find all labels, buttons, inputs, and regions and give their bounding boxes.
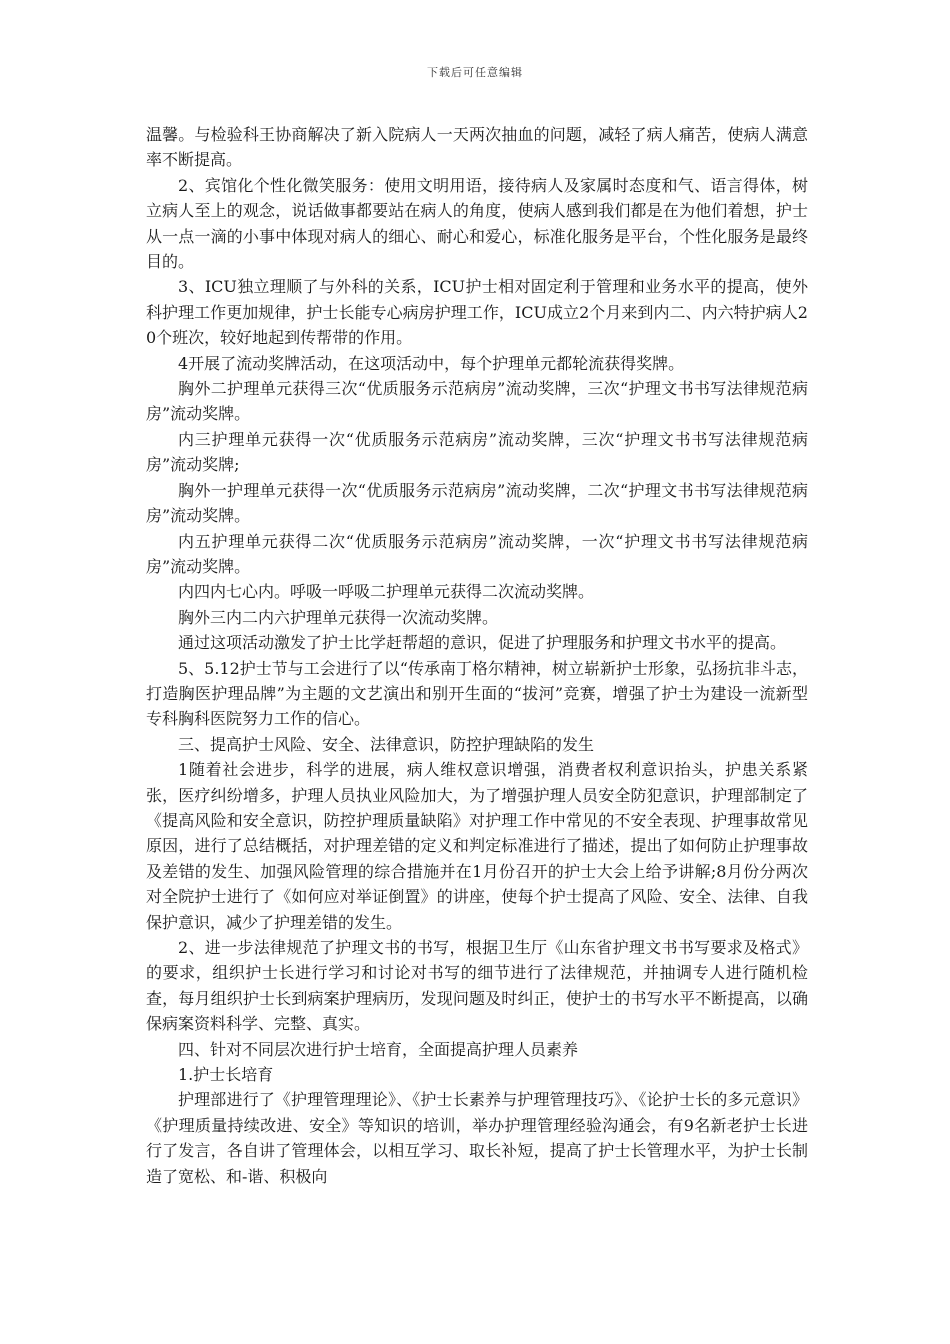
paragraph: 2、宾馆化个性化微笑服务：使用文明用语，接待病人及家属时态度和气、语言得体，树立病人至上的观念，说话做事都要站在病人的角度，使病人感到我们都是在为他们着想，护士从一点一滴的小事中体现对病人的细心、耐心和爱心，标准化服务是平台，个性化服务是最终目的。 (146, 175, 808, 272)
paragraph: 2、进一步法律规范了护理文书的书写，根据卫生厅《山东省护理文书书写要求及格式》的要求，组织护士长进行学习和讨论对书写的细节进行了法律规范，并抽调专人进行随机检查，每月组织护士长到病案护理病历，发现问题及时纠正，使护士的书写水平不断提高，以确保病案资料科学、完整、真实。 (146, 938, 808, 1034)
paragraph: 护理部进行了《护理管理理论》、《护士长素养与护理管理技巧》、《论护士长的多元意识》《护理质量持续改进、安全》等知识的培训，举办护理管理经验沟通会，有9名新老护士长进行了发言，各自讲了管理体会，以相互学习、取长补短，提高了护士长管理水平，为护士长制造了宽松、和-谐、积极向 (146, 1090, 808, 1186)
paragraph: 4开展了流动奖牌活动，在这项活动中，每个护理单元都轮流获得奖牌。 (178, 353, 685, 373)
paragraph: 胸外三内二内六护理单元获得一次流动奖牌。 (178, 607, 499, 627)
section-heading: 四、针对不同层次进行护士培育，全面提高护理人员素养 (178, 1039, 579, 1059)
paragraph: 通过这项活动激发了护士比学赶帮超的意识，促进了护理服务和护理文书水平的提高。 (178, 633, 787, 653)
paragraph: 内四内七心内。呼吸一呼吸二护理单元获得二次流动奖牌。 (178, 582, 595, 602)
section-heading: 三、提高护士风险、安全、法律意识，防控护理缺陷的发生 (178, 734, 595, 754)
paragraph: 胸外二护理单元获得三次“优质服务示范病房”流动奖牌，三次“护理文书书写法律规范病房”流动奖牌。 (146, 379, 808, 424)
document-body (146, 122, 808, 1189)
paragraph: 内三护理单元获得一次“优质服务示范病房”流动奖牌，三次“护理文书书写法律规范病房”流动奖牌; (146, 429, 808, 475)
page-header-note: 下载后可任意编辑 (427, 66, 523, 79)
paragraph: 1随着社会进步，科学的进展，病人维权意识增强，消费者权利意识抬头，护患关系紧张，医疗纠纷增多，护理人员执业风险加大，为了增强护理人员安全防犯意识，护理部制定了《提高风险和安全意识，防控护理质量缺陷》对护理工作中常见的不安全表现、护理事故常见原因，进行了总结概括，对护理差错的定义和判定标准进行了描述，提出了如何防止护理事故及差错的发生、加强风险管理的综合措施并在1月份召开的护士大会上给予讲解;8月份分两次对全院护士进行了《如何应对举证倒置》的讲座，使每个护士提高了风险、安全、法律、自我保护意识，减少了护理差错的发生。 (146, 760, 808, 932)
paragraph: 胸外一护理单元获得一次“优质服务示范病房”流动奖牌，二次“护理文书书写法律规范病房”流动奖牌。 (146, 480, 808, 526)
subsection-heading: 1.护士长培育 (178, 1065, 274, 1085)
paragraph: 温馨。与检验科王协商解决了新入院病人一天两次抽血的问题，减轻了病人痛苦，使病人满意率不断提高。 (146, 125, 808, 170)
paragraph: 内五护理单元获得二次“优质服务示范病房”流动奖牌，一次“护理文书书写法律规范病房”流动奖牌。 (146, 531, 808, 576)
paragraph: 3、ICU独立理顺了与外科的关系，ICU护士相对固定利于管理和业务水平的提高，使外科护理工作更加规律，护士长能专心病房护理工作，ICU成立2个月来到内二、内六特护病人20个班次，较好地起到传帮带的作用。 (146, 277, 808, 348)
paragraph: 5、5.12护士节与工会进行了以“传承南丁格尔精神，树立崭新护士形象，弘扬抗非斗志，打造胸医护理品牌”为主题的文艺演出和别开生面的“拔河”竞赛，增强了护士为建设一流新型专科胸科医院努力工作的信心。 (146, 658, 808, 729)
